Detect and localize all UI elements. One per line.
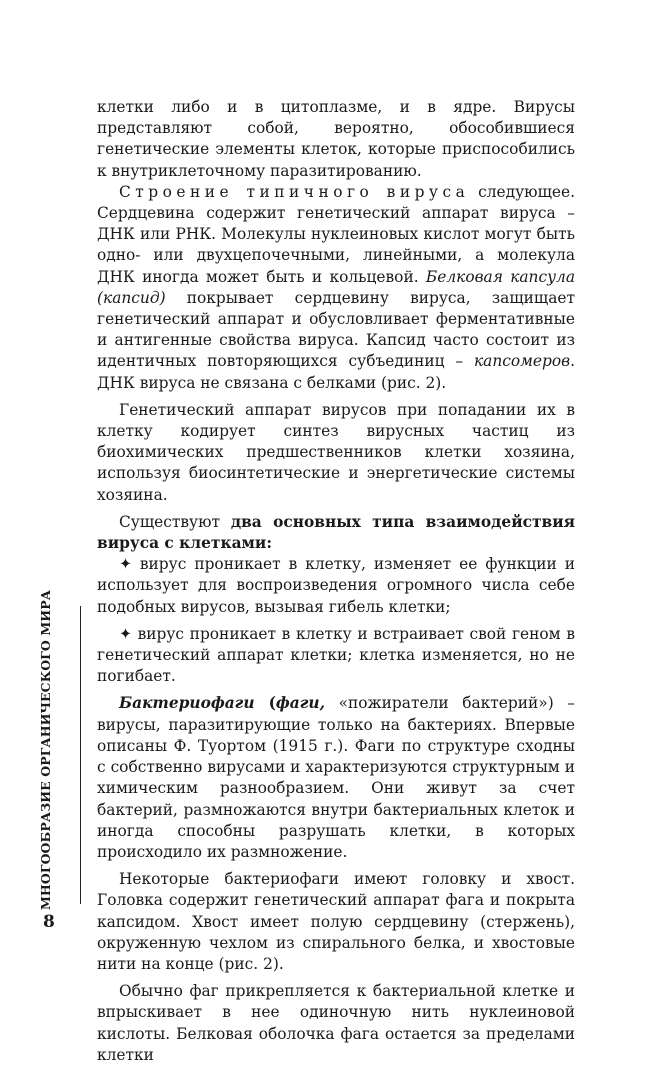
paragraph-6: Некоторые бактериофаги имеют головку и хвост. Головка содержит генетический аппарат фага и покрыта капсидом. Хвост имеет полую сердцевину (стержень), окруженную чехлом из спирального белка, и хвостовые нити на конце (рис. 2). (97, 870, 575, 973)
term-bacteriophages: Бактериофаги (119, 694, 255, 713)
spaced-phrase: Строение типичного вируса (119, 182, 470, 201)
paragraph-2: Строение типичного вируса следующее. Сердцевина содержит генетический аппарат вируса – ДНК или РНК. Молекулы нуклеиновых кислот могут быть одно- или двухцепочечными, линейными, а молекула ДНК иногда может быть и кольцевой. Белковая капсула (капсид) покрывает сердцевину вируса, защищает генетический аппарат и обусловливает ферментативные и антигенные свойства вируса. Капсид часто состоит из идентичных повторяющихся субъединиц – капсомеров. ДНК вируса не связана с белками (рис. 2). (97, 182, 576, 392)
bold-phrase: два основных типа взаимодействия вируса с клетками: (97, 512, 575, 553)
bullet-item-2: ✦ вирус проникает в клетку и встраивает свой геном в генетический аппарат клетки; клетка изменяется, но не погибает. (97, 624, 575, 686)
term-phages: фаги, (275, 694, 325, 713)
running-section-title (36, 590, 56, 910)
side-divider (80, 606, 81, 904)
term-capsomers: капсомеров (473, 352, 571, 371)
running-section-title-text: МНОГООБРАЗИЕ ОРГАНИЧЕСКОГО МИРА (38, 590, 53, 910)
paragraph-5: Бактериофаги (фаги, «пожиратели бактерий») – вирусы, паразитирующие только на бактериях. Впервые описаны Ф. Туортом (1915 г.). Фаги по структуре сходны с собственно вирусами и характеризуются структурным и химическим разнообразием. Они живут за счет бактерий, размножаются внутри бактериальных клеток и иногда способны разрушать клетки, в которых происходило их размножение. (97, 694, 575, 861)
term-capsid: Белковая капсула (капсид) (97, 267, 575, 307)
text-column (97, 97, 575, 1066)
bullet-item-1: ✦ вирус проникает в клетку, изменяет ее функции и использует для воспроизведения огромного числа себе подобных вирусов, вызывая гибель клетки; (97, 555, 575, 616)
paragraph-7: Обычно фаг прикрепляется к бактериальной клетке и впрыскивает в нее одиночную нить нуклеиновой кислоты. Белковая оболочка фага остается за пределами клетки (97, 982, 575, 1064)
paragraph-3: Генетический аппарат вирусов при попадании их в клетку кодирует синтез вирусных частиц из биохимических предшественников клетки хозяина, используя биосинтетические и энергетические системы хозяина. (97, 400, 575, 504)
page-number: 8 (43, 912, 55, 932)
paragraph-4: Существуют два основных типа взаимодействия вируса с клетками: (97, 512, 575, 553)
paragraph-1: клетки либо и в цитоплазме, и в ядре. Вирусы представляют собой, вероятно, обособившиеся генетические элементы клеток, которые приспособились к внутриклеточному паразитированию. (97, 98, 575, 180)
